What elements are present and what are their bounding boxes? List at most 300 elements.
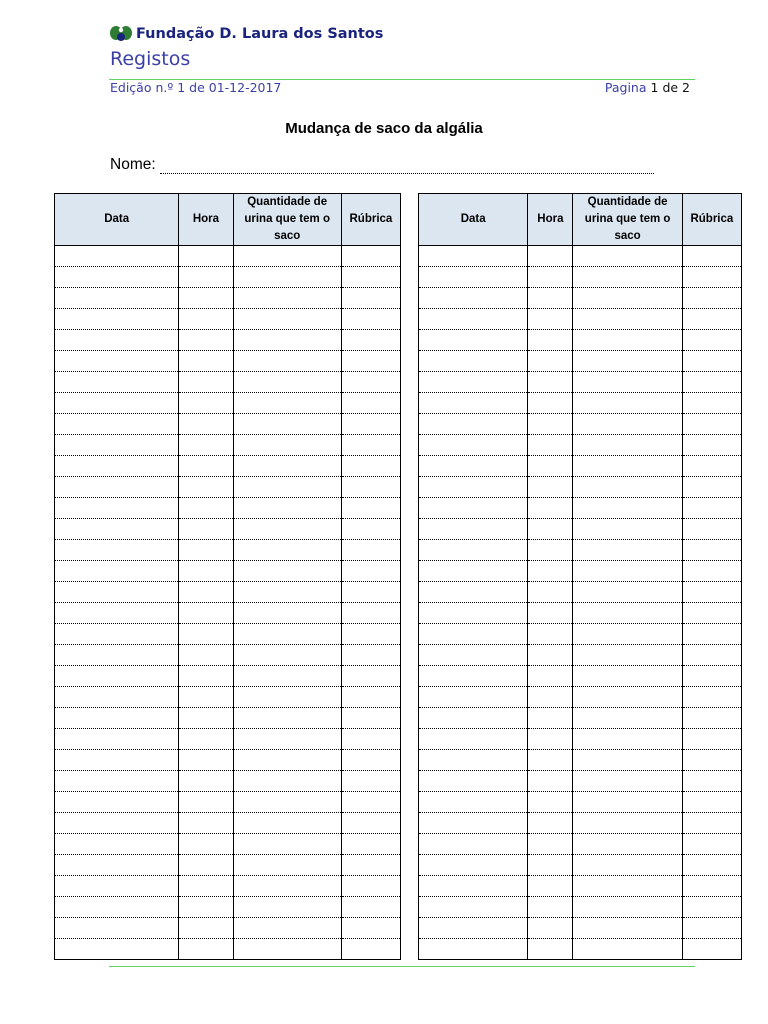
name-input-line[interactable] [160,159,654,174]
quantidade-cell[interactable] [573,435,682,456]
quantidade-cell[interactable] [573,792,682,813]
quantidade-cell[interactable] [573,645,682,666]
rubrica-cell[interactable] [341,939,400,960]
hora-cell[interactable] [528,708,573,729]
rubrica-cell[interactable] [341,792,400,813]
rubrica-cell[interactable] [341,897,400,918]
table-row [55,246,401,267]
quantidade-cell[interactable] [573,456,682,477]
quantidade-cell[interactable] [233,561,341,582]
data-cell[interactable] [55,561,179,582]
rubrica-cell[interactable] [682,855,741,876]
hora-cell[interactable] [528,498,573,519]
table-row [419,708,742,729]
rubrica-cell[interactable] [682,267,741,288]
rubrica-cell[interactable] [682,876,741,897]
data-cell[interactable] [419,813,528,834]
rubrica-cell[interactable] [341,330,400,351]
data-cell[interactable] [419,855,528,876]
data-cell[interactable] [419,393,528,414]
table-row [55,435,401,456]
hora-cell[interactable] [179,687,233,708]
rubrica-cell[interactable] [682,372,741,393]
quantidade-cell[interactable] [233,477,341,498]
data-cell[interactable] [419,666,528,687]
data-cell[interactable] [55,267,179,288]
hora-cell[interactable] [528,729,573,750]
rubrica-cell[interactable] [682,771,741,792]
hora-cell[interactable] [179,855,233,876]
data-cell[interactable] [419,477,528,498]
data-cell[interactable] [55,813,179,834]
rubrica-cell[interactable] [682,792,741,813]
table-row [55,372,401,393]
data-cell[interactable] [55,288,179,309]
quantidade-cell[interactable] [573,309,682,330]
quantidade-cell[interactable] [573,897,682,918]
data-cell[interactable] [55,855,179,876]
hora-cell[interactable] [179,267,233,288]
quantidade-cell[interactable] [233,456,341,477]
data-cell[interactable] [419,246,528,267]
quantidade-cell[interactable] [233,771,341,792]
quantidade-cell[interactable] [573,708,682,729]
hora-cell[interactable] [528,603,573,624]
data-cell[interactable] [419,771,528,792]
quantidade-cell[interactable] [233,708,341,729]
quantidade-cell[interactable] [573,939,682,960]
hora-cell[interactable] [528,330,573,351]
hora-cell[interactable] [528,435,573,456]
quantidade-cell[interactable] [233,876,341,897]
table-row [419,750,742,771]
data-cell[interactable] [419,540,528,561]
rubrica-cell[interactable] [682,414,741,435]
data-cell[interactable] [55,330,179,351]
quantidade-cell[interactable] [573,603,682,624]
hora-cell[interactable] [179,771,233,792]
data-cell[interactable] [419,267,528,288]
data-cell[interactable] [55,393,179,414]
hora-cell[interactable] [179,792,233,813]
hora-cell[interactable] [179,351,233,372]
hora-cell[interactable] [528,771,573,792]
table-row [419,918,742,939]
data-cell[interactable] [55,309,179,330]
quantidade-cell[interactable] [573,855,682,876]
rubrica-cell[interactable] [682,540,741,561]
data-cell[interactable] [419,687,528,708]
quantidade-cell[interactable] [233,603,341,624]
hora-cell[interactable] [528,855,573,876]
hora-cell[interactable] [528,351,573,372]
data-cell[interactable] [419,498,528,519]
rubrica-cell[interactable] [341,435,400,456]
hora-cell[interactable] [528,624,573,645]
data-cell[interactable] [55,624,179,645]
data-cell[interactable] [55,876,179,897]
rubrica-cell[interactable] [682,813,741,834]
quantidade-cell[interactable] [573,246,682,267]
hora-cell[interactable] [528,561,573,582]
rubrica-cell[interactable] [341,477,400,498]
rubrica-cell[interactable] [682,603,741,624]
quantidade-cell[interactable] [233,393,341,414]
data-cell[interactable] [419,918,528,939]
quantidade-cell[interactable] [573,666,682,687]
rubrica-cell[interactable] [682,939,741,960]
data-cell[interactable] [55,456,179,477]
rubrica-cell[interactable] [682,351,741,372]
rubrica-cell[interactable] [341,876,400,897]
quantidade-cell[interactable] [233,729,341,750]
data-cell[interactable] [419,645,528,666]
table-row [419,687,742,708]
rubrica-cell[interactable] [682,645,741,666]
rubrica-cell[interactable] [341,624,400,645]
rubrica-cell[interactable] [682,582,741,603]
hora-cell[interactable] [528,939,573,960]
quantidade-cell[interactable] [233,813,341,834]
data-cell[interactable] [419,897,528,918]
hora-cell[interactable] [528,792,573,813]
hora-cell[interactable] [179,246,233,267]
rubrica-cell[interactable] [682,666,741,687]
hora-cell[interactable] [179,750,233,771]
rubrica-cell[interactable] [341,813,400,834]
hora-cell[interactable] [179,729,233,750]
rubrica-cell[interactable] [682,834,741,855]
rubrica-cell[interactable] [341,603,400,624]
hora-cell[interactable] [179,372,233,393]
quantidade-cell[interactable] [573,834,682,855]
data-cell[interactable] [419,435,528,456]
rubrica-cell[interactable] [682,309,741,330]
quantidade-cell[interactable] [573,687,682,708]
quantidade-cell[interactable] [233,414,341,435]
rubrica-cell[interactable] [341,582,400,603]
rubrica-cell[interactable] [341,561,400,582]
rubrica-cell[interactable] [682,750,741,771]
rubrica-cell[interactable] [341,834,400,855]
table-row [419,561,742,582]
quantidade-cell[interactable] [573,540,682,561]
hora-cell[interactable] [528,309,573,330]
data-cell[interactable] [55,918,179,939]
data-cell[interactable] [55,687,179,708]
rubrica-cell[interactable] [341,750,400,771]
rubrica-cell[interactable] [341,645,400,666]
quantidade-cell[interactable] [573,876,682,897]
rubrica-cell[interactable] [682,519,741,540]
table-row [55,813,401,834]
data-cell[interactable] [55,645,179,666]
data-cell[interactable] [419,792,528,813]
log-table-right [418,193,742,960]
quantidade-cell[interactable] [233,939,341,960]
data-cell[interactable] [419,330,528,351]
table-row [419,897,742,918]
rubrica-cell[interactable] [682,456,741,477]
hora-cell[interactable] [528,288,573,309]
data-cell[interactable] [419,708,528,729]
rubrica-cell[interactable] [682,435,741,456]
hora-cell[interactable] [528,645,573,666]
hora-cell[interactable] [179,498,233,519]
hora-cell[interactable] [179,582,233,603]
data-cell[interactable] [419,939,528,960]
quantidade-cell[interactable] [573,288,682,309]
data-cell[interactable] [55,792,179,813]
data-cell[interactable] [55,519,179,540]
hora-cell[interactable] [528,519,573,540]
rubrica-cell[interactable] [341,666,400,687]
rubrica-cell[interactable] [682,393,741,414]
hora-cell[interactable] [528,372,573,393]
data-cell[interactable] [55,372,179,393]
rubrica-cell[interactable] [341,729,400,750]
data-cell[interactable] [55,771,179,792]
quantidade-column-header: Quantidade de urina que tem o saco [573,194,682,246]
data-cell[interactable] [55,834,179,855]
quantidade-cell[interactable] [573,330,682,351]
hora-cell[interactable] [528,393,573,414]
data-cell[interactable] [55,414,179,435]
data-cell[interactable] [55,708,179,729]
quantidade-cell[interactable] [573,771,682,792]
rubrica-cell[interactable] [341,414,400,435]
data-cell[interactable] [55,729,179,750]
table-row [55,918,401,939]
hora-cell[interactable] [528,834,573,855]
data-cell[interactable] [419,288,528,309]
quantidade-cell[interactable] [233,246,341,267]
hora-cell[interactable] [179,330,233,351]
rubrica-cell[interactable] [682,288,741,309]
rubrica-cell[interactable] [341,918,400,939]
hora-cell[interactable] [179,456,233,477]
rubrica-cell[interactable] [341,519,400,540]
rubrica-cell[interactable] [341,540,400,561]
hora-cell[interactable] [528,540,573,561]
data-cell[interactable] [419,729,528,750]
hora-cell[interactable] [179,939,233,960]
rubrica-cell[interactable] [682,708,741,729]
table-row [419,729,742,750]
quantidade-cell[interactable] [573,750,682,771]
hora-cell[interactable] [179,561,233,582]
rubrica-cell[interactable] [682,624,741,645]
table-row [419,330,742,351]
hora-cell[interactable] [528,750,573,771]
data-cell[interactable] [55,540,179,561]
hora-cell[interactable] [179,540,233,561]
table-header-row [419,194,742,246]
quantidade-cell[interactable] [233,372,341,393]
hora-cell[interactable] [528,876,573,897]
quantidade-cell[interactable] [233,792,341,813]
data-cell[interactable] [55,498,179,519]
data-cell[interactable] [419,519,528,540]
quantidade-cell[interactable] [233,309,341,330]
quantidade-cell[interactable] [233,267,341,288]
hora-cell[interactable] [179,393,233,414]
data-cell[interactable] [55,477,179,498]
table-row [419,309,742,330]
rubrica-cell[interactable] [341,456,400,477]
data-column-header: Data [419,194,528,246]
foundation-logo-icon [109,25,133,43]
table-row [55,582,401,603]
data-cell[interactable] [419,603,528,624]
hora-cell[interactable] [528,687,573,708]
data-cell[interactable] [55,897,179,918]
hora-cell[interactable] [179,834,233,855]
quantidade-cell[interactable] [233,834,341,855]
hora-cell[interactable] [528,456,573,477]
table-row [419,498,742,519]
hora-cell[interactable] [179,708,233,729]
hora-cell[interactable] [528,582,573,603]
rubrica-cell[interactable] [341,687,400,708]
hora-cell[interactable] [179,645,233,666]
rubrica-cell[interactable] [682,477,741,498]
data-cell[interactable] [419,456,528,477]
rubrica-cell[interactable] [682,729,741,750]
quantidade-cell[interactable] [233,897,341,918]
hora-cell[interactable] [528,897,573,918]
data-cell[interactable] [419,309,528,330]
rubrica-cell[interactable] [341,309,400,330]
hora-cell[interactable] [179,414,233,435]
rubrica-cell[interactable] [682,330,741,351]
hora-cell[interactable] [179,624,233,645]
data-cell[interactable] [419,750,528,771]
hora-cell[interactable] [179,666,233,687]
quantidade-cell[interactable] [233,330,341,351]
data-cell[interactable] [419,624,528,645]
data-cell[interactable] [419,372,528,393]
quantidade-cell[interactable] [233,435,341,456]
quantidade-cell[interactable] [233,855,341,876]
hora-cell[interactable] [179,435,233,456]
hora-cell[interactable] [528,666,573,687]
hora-cell[interactable] [179,519,233,540]
quantidade-cell[interactable] [573,372,682,393]
quantidade-cell[interactable] [573,351,682,372]
rubrica-cell[interactable] [341,351,400,372]
hora-cell[interactable] [528,267,573,288]
data-cell[interactable] [419,582,528,603]
data-cell[interactable] [55,666,179,687]
hora-cell[interactable] [179,897,233,918]
rubrica-cell[interactable] [682,561,741,582]
hora-cell[interactable] [179,477,233,498]
quantidade-cell[interactable] [233,687,341,708]
quantidade-cell[interactable] [573,582,682,603]
quantidade-cell[interactable] [233,519,341,540]
quantidade-cell[interactable] [233,750,341,771]
rubrica-cell[interactable] [682,897,741,918]
quantidade-cell[interactable] [573,561,682,582]
data-cell[interactable] [419,876,528,897]
hora-cell[interactable] [528,918,573,939]
quantidade-cell[interactable] [573,414,682,435]
hora-cell[interactable] [179,813,233,834]
data-cell[interactable] [419,351,528,372]
quantidade-cell[interactable] [573,813,682,834]
rubrica-cell[interactable] [341,708,400,729]
data-cell[interactable] [419,561,528,582]
quantidade-cell[interactable] [573,918,682,939]
hora-cell[interactable] [528,477,573,498]
quantidade-cell[interactable] [573,729,682,750]
data-cell[interactable] [419,414,528,435]
hora-cell[interactable] [528,813,573,834]
quantidade-cell[interactable] [573,267,682,288]
hora-cell[interactable] [179,288,233,309]
data-cell[interactable] [55,603,179,624]
rubrica-cell[interactable] [341,288,400,309]
hora-cell[interactable] [528,414,573,435]
quantidade-cell[interactable] [233,624,341,645]
quantidade-cell[interactable] [573,624,682,645]
rubrica-cell[interactable] [682,246,741,267]
data-cell[interactable] [55,582,179,603]
hora-cell[interactable] [179,876,233,897]
hora-cell[interactable] [179,309,233,330]
rubrica-cell[interactable] [341,267,400,288]
rubrica-cell[interactable] [341,393,400,414]
quantidade-cell[interactable] [233,645,341,666]
quantidade-cell[interactable] [233,288,341,309]
table-row [55,687,401,708]
rubrica-cell[interactable] [341,855,400,876]
table-row [419,372,742,393]
rubrica-cell[interactable] [682,918,741,939]
hora-cell[interactable] [528,246,573,267]
rubrica-cell[interactable] [341,246,400,267]
hora-cell[interactable] [179,603,233,624]
quantidade-cell[interactable] [573,393,682,414]
footer-divider [109,966,695,967]
quantidade-cell[interactable] [233,582,341,603]
rubrica-cell[interactable] [341,498,400,519]
quantidade-cell[interactable] [233,351,341,372]
rubrica-cell[interactable] [682,687,741,708]
name-field[interactable] [110,156,654,174]
rubrica-cell[interactable] [682,498,741,519]
hora-cell[interactable] [179,918,233,939]
data-cell[interactable] [55,246,179,267]
data-cell[interactable] [419,834,528,855]
table-row [419,288,742,309]
table-row [419,603,742,624]
quantidade-cell[interactable] [233,540,341,561]
data-cell[interactable] [55,750,179,771]
data-cell[interactable] [55,435,179,456]
rubrica-cell[interactable] [341,372,400,393]
quantidade-cell[interactable] [573,519,682,540]
data-cell[interactable] [55,351,179,372]
quantidade-cell[interactable] [573,477,682,498]
rubrica-cell[interactable] [341,771,400,792]
quantidade-cell[interactable] [573,498,682,519]
quantidade-cell[interactable] [233,918,341,939]
quantidade-cell[interactable] [233,666,341,687]
quantidade-cell[interactable] [233,498,341,519]
data-cell[interactable] [55,939,179,960]
